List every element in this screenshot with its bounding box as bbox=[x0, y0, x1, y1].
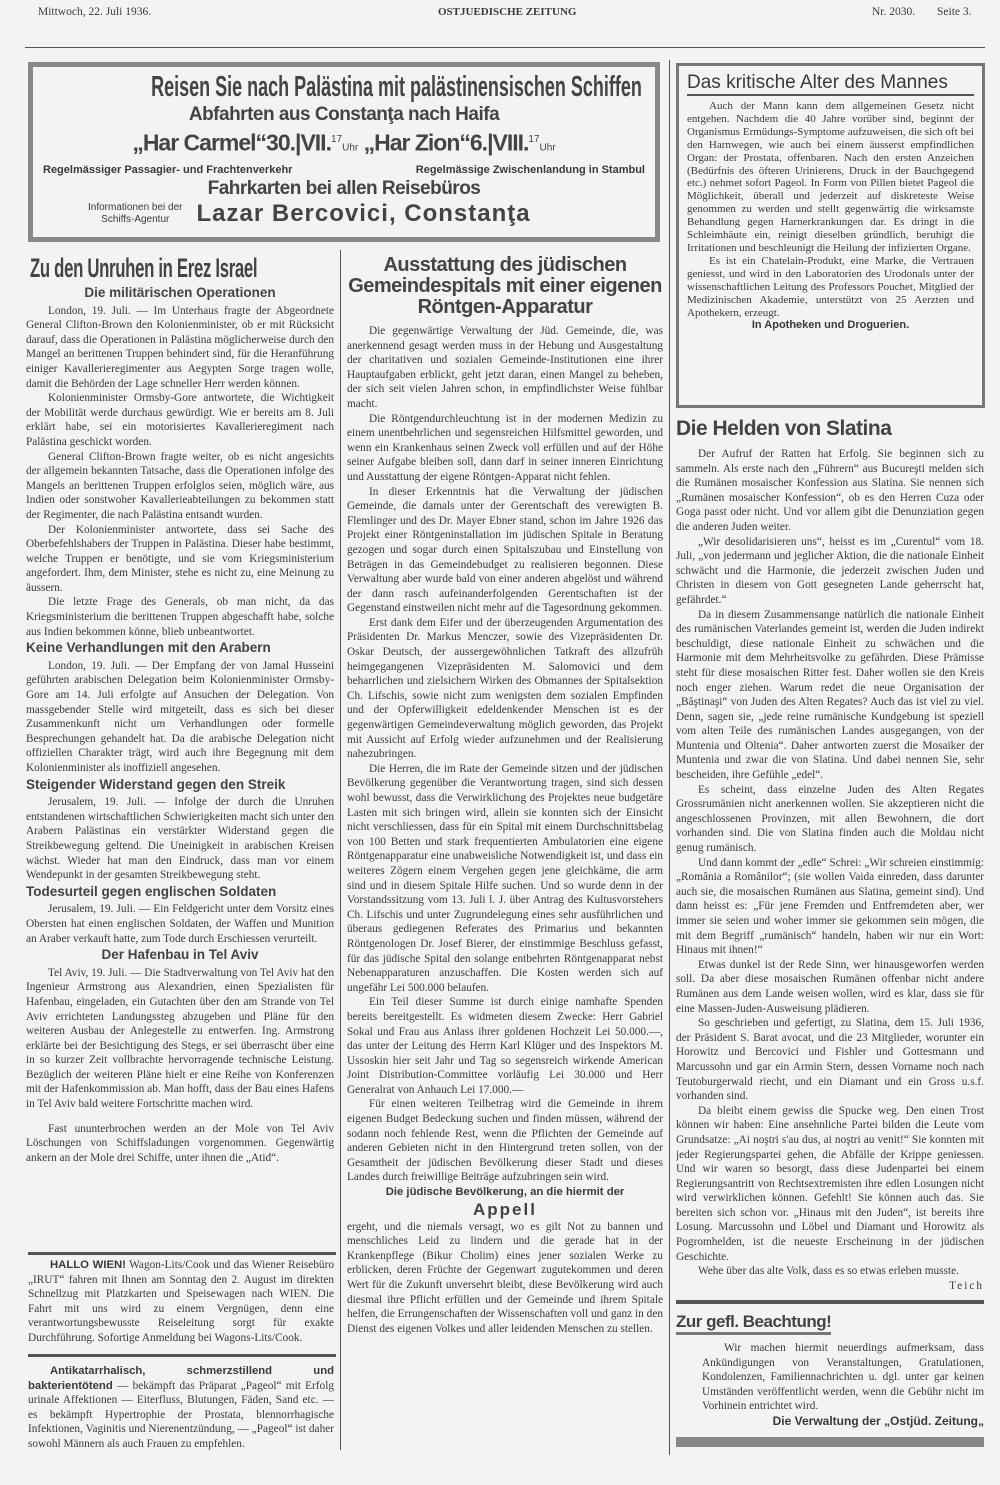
subheadline: Der Hafenbau in Tel Aviv bbox=[101, 947, 259, 963]
page-number: Seite 3. bbox=[937, 6, 972, 18]
ad-footer: In Apotheken und Droguerien. bbox=[751, 319, 910, 332]
ad-hallo-wien bbox=[28, 1258, 334, 1346]
ship1-unit: Uhr bbox=[342, 142, 359, 154]
paragraph: London, 19. Juli. — Der Empfang der von Jamal Husseini geführten arabischen Delegation beim Kolonienminister Ormsby-Gore am 14. Juli erfolgte auf Ansuchen der Delegation. Von massgebender Stelle wird mitgeteilt, dass es sich bei dieser Zusammenkunft nicht um Verhandlungen oder formelle Besprechungen gehandelt hat. Da die arabische Delegation nicht offiziellen Charakter trägt, wird auch ihre Begegnung mit dem Kolonienminister als inoffiziell angesehen. bbox=[26, 659, 334, 774]
notice-beachtung bbox=[676, 1312, 984, 1447]
paragraph: Die Herren, die im Rate der Gemeinde sitzen und der jüdischen Bevölkerung gegenüber die Verantwortung tragen, sind sich dessen wohl bewusst, dass die Verwirklichung des Projektes neue budgetäre Lasten mit sich bringen wird, allein sie konnten sich der Einsicht nicht verschliessen, dass für ein Spital mit einem Durchschnittsbelag von 100 Betten und stark frequentierten Ambulatorien eine eigene Röntgenapparatur eine unabweisliche Notwendigkeit ist, und dass ein weiteres Zögern einem Vergehen gegen jene gleichkäme, die arm sind und in diesem Spitale Hilfe suchen. Und so wurde denn in der Vorstandssitzung vom 13. Juli l. J. über Antrag des Kultusvorstehers Ch. Lifschis und unter Zugrundelegung eines sehr ausführlichen und überaus gediegenen Referates des Primarius und bekannten Röntgenologen Dr. Josef Bierer, der einstimmige Beschluss gefasst, für das jüdische Spital den solange entbehrten Röntgenapparat nebst Nebenapparaturen anzuschaffen. Die Kosten werden sich auf ungefähr Lei 500.000 belaufen. bbox=[347, 762, 663, 994]
notice-signature: Die Verwaltung der „Ostjüd. Zeitung„ bbox=[772, 1413, 984, 1428]
paragraph: Wehe über das alte Volk, dass es so etwas erleben musste. bbox=[698, 1265, 959, 1278]
headline: Ausstattung des jüdischen Gemeindespitals mit einer eigenen Röntgen-Apparatur bbox=[348, 255, 662, 318]
ship-ad-frame bbox=[28, 62, 660, 242]
issue-date: Mittwoch, 22. Juli 1936. bbox=[38, 6, 152, 18]
paragraph: Die letzte Frage des Generals, ob man nicht, da das Kriegsministerium die berittenen Truppen abgeschafft habe, solche aus Indien bekommen könne, blieb unbeantwortet. bbox=[26, 596, 334, 638]
paper-name: OSTJUEDISCHE ZEITUNG bbox=[438, 6, 577, 18]
paragraph: Tel Aviv, 19. Juli. — Die Stadtverwaltung von Tel Aviv hat den Ingenieur Armstrong aus Alexandrien, einen Spezialisten für Hafenbau, eingeladen, ein Gutachten über den am Strande von Tel Aviv errichteten Landungssteg abzugeben und Pläne für den weiteren Ausbau der Anlegestelle zu entwerfen. Ing. Armstrong erklärte bei der Besichtigung des Stegs, er sei überrascht über eine in so kurzer Zeit vollbrachte hervorragende technische Leistung. Bezüglich der weiteren Pläne hielt er eine Reihe von Konferenzen mit der Hafenkommission ab. Man hofft, dass der Bau eines Hafens in Tel Aviv bald weitere Fortschritte machen wird. bbox=[26, 966, 334, 1111]
paragraph: Der Kolonienminister antwortete, dass sei Sache des Oberbefehlshabers der Truppen in Palästina. Dieser habe bestimmt, welche Truppen er benötigte, und sie vom Kriegsministerium angefordert. Ihm, dem Minister, stehe es nicht zu, eine Meinung zu äussern. bbox=[26, 523, 334, 594]
paragraph: Ein Teil dieser Summe ist durch einige namhafte Spenden bereits bereitgestellt. Es widmeten diesem Zwecke: Herr Gabriel Sokal und Frau aus Anlass ihrer goldenen Hochzeit Lei 50.000.—, das unter der Leitung des Herrn Karl Klüger und des Inspektors M. Ussoskin hier seit Jahr und Tag so segensreich wirkende American Joint Distribution-Committee vorläufig Lei 30.000 und Herr Generalrat von Anhauch Lei 17.000.— bbox=[347, 996, 663, 1096]
paragraph: „Wir desolidarisieren uns“, heisst es im „Curentul“ vom 18. Juli, „von jedermann und jeglicher Aktion, die die nationale Einheit schwächt und die Harmonie, die jederzeit zwischen Juden und Christen in diesem von Gott gesegneten Lande geherrscht hat, gefährdet.“ bbox=[676, 535, 984, 606]
article-helden-von-slatina bbox=[676, 416, 984, 1296]
article-unruhen-erez-israel bbox=[26, 252, 334, 1242]
divider bbox=[676, 1300, 984, 1304]
paragraph: ergeht, und die niemals versagt, wo es gilt Not zu bannen und menschliches Leid zu lindern und die gerade hat in der Krankenpflege (Bikur Cholim) eines jener sozialen Werke zu erblicken, deren Früchte der Gegenwart zugutekommen und deren Wert für die Zukunft unversehrt bleibt, diese Bevölkerung wird auch diesmal ihre Pflicht erfüllen und der Gemeinde und ihrem Spitale helfen, die Errungenschaften der Wissenschaften voll und ganz in den Dienst des eigenen Volkes und aller leidenden Menschen zu stellen. bbox=[347, 1220, 663, 1335]
ad-text: — bekämpft das Präparat „Pageol“ mit Erfolg urinale Affektionen — Eiterfluss, Blutungen, Fäden, Sand etc. — es bekämpft Hypertrophie der Prostata, blennorrhagische Infektionen, Vaginitis und Nierenentzündung, — „Pageol“ ist daher sowohl Männern als auch Frauen zu empfehlen. bbox=[28, 1379, 334, 1450]
ad-lead: Antikatarrhalisch, schmerzstillend und bakterientötend bbox=[28, 1365, 334, 1392]
column-rule bbox=[669, 60, 670, 1455]
ad-kritische-alter bbox=[676, 63, 985, 408]
paragraph: Etwas dunkel ist der Rede Sinn, wer hinausgeworfen werden soll. Da aber diese mosaischen Rumänen offenbar nicht andere Rumänen aus dem Lande weisen wollen, wird es klar, dass sie für eine Massen-Juden-Ausweisung plädieren. bbox=[676, 958, 984, 1015]
ship-ad-route: Abfahrten aus Constanţa nach Haifa bbox=[188, 104, 500, 125]
ship-ad-headline: Reisen Sie nach Palästina mit palästinensischen Schiffen bbox=[151, 71, 642, 103]
paragraph: In dieser Erkenntnis hat die Verwaltung der jüdischen Gemeinde, die damals unter der Gerentschaft des verewigten B. Flemlinger und des Dr. Mayer Ebner stand, schon im Jahre 1926 das Projekt einer Röntgeninstallation im jüdischen Spitale in Beratung gezogen und sogar durch einen Spitalszubau und Einstellung von Beträgen in das Gemeindebudget zu realisieren begonnen. Diese Verwaltung aber wurde bald von einer anderen abgelöst und während der dann rasch aufeinanderfolgenden Gerentschaften ist der Gegenstand einstweilen nicht mehr auf die Tagesordnung gekommen. bbox=[347, 485, 663, 615]
paragraph: Da bleibt einem gewiss die Spucke weg. Den einen Trost können wir haben: Eine ansehnliche Partei bilden die Leute vom Grundsatze: „Ai noştri s'au dus, ai noştri au venit!“ Sie konnten mit jeder Regierungspartei gehen, die Abfälle der Krippe geniessen. Und wir waren so besorgt, dass diese Judenpartei bei einem Regierungsantritt von Rechtsextremisten ihre edlen Losungen nicht wird verwirklichen können. Gefehlt! Sie können auch das. Sie bereiten sich schon vor. „Hinaus mit den Juden“, ist bereits ihre Losung. Marcussohn und Löbel und Diamant und Horowitz als Pogromhelden, ist die neueste Erscheinung in der jüdischen Geschichte. bbox=[676, 1104, 984, 1263]
paragraph: Jerusalem, 19. Juli. — Ein Feldgericht unter dem Vorsitz eines Obersten hat einen englischen Soldaten, der Waffen und Munition an Araber verkauft hatte, zum Tode durch Erschiessen verurteilt. bbox=[26, 903, 334, 945]
ship2-time: 17 bbox=[528, 134, 540, 145]
ship-ad-service1: Regelmässiger Passagier- und Frachtenverkehr bbox=[43, 163, 293, 176]
article-roentgen-apparatur bbox=[347, 255, 663, 1455]
paragraph: Der Aufruf der Ratten hat Erfolg. Sie beginnen sich zu sammeln. Als erste nach den „Führern“ aus Bucureşti melden sich die Rumänen mosaischer Konfession aus Slatina. Sie nennen sich „Rumänen mosaischer Konfession“, ob es den Herren Cuza oder Goga passt oder nicht. Und vor allem gibt die Denunziation gegen die anderen Juden weiter. bbox=[676, 448, 984, 533]
divider bbox=[676, 1437, 984, 1447]
appeal-intro: Die jüdische Bevölkerung, an die hiermit der bbox=[385, 1186, 625, 1199]
ship-ad-info2: Schiffs-Agentur bbox=[101, 213, 170, 225]
ship-har-carmel: „Har Carmel“30.|VII. bbox=[132, 129, 331, 156]
paragraph: Die gegenwärtige Verwaltung der Jüd. Gemeinde, die, was anerkennend gesagt werden muss in der Hebung und Ausgestaltung der charitativen und sozialen Gemeinde-Institutionen eine ihrer Hauptaufgaben erblickt, geht jetzt daran, einen Mangel zu beheben, der sich seit vielen Jahren schon, in empfindlichster Weise fühlbar macht. bbox=[347, 325, 663, 410]
subheadline: Keine Verhandlungen mit den Arabern bbox=[26, 640, 271, 656]
paragraph: Da in diesem Zusammensange natürlich die nationale Einheit des rumänischen Vaterlandes gemeint ist, werden die Juden indirekt beschuldigt, diese nationale Einheit zu schwächen und die Harmonie mit dem Mehrheitsvolke zu gefährden. Diese Prämisse steht für diese mosaischen Ritter fest. Daher wollen sie den Kreis noch enger ziehen. Warum redet die neue Organisation der „Băştinaşi“ von Juden des Alten Regates? Auch das ist viel zu viel. Denn, sagen sie, „jede reine rumänische Kundgebung ist speziell vom alten Teile des rumänischen Landes ausgegangen, von der Muntenia und Oltenia“. Daher antworten zuerst die Mosaiker der Muntenia und zwar die von Slatina. Und dabei nennen Sie, sehr bescheiden, ihre Gefühle „edel“. bbox=[676, 608, 984, 782]
ad-paragraph: Auch der Mann kann dem allgemeinen Gesetz nicht entgehen. Nachdem die 40 Jahre vorüber sind, beginnt der Organismus Ermüdungs-Symptome aufzuweisen, die sich oft bei den Harnwegen, wie auch bei einem äusserst empfindlichen Organ: der Prostata, offenbaren. Nach den ersten Anzeichen (Bedürfnis des öfteren Urinierens, Druck in der Bauchgegend etc.) nehmet sofort Pageol. In Form von Pillen bietet Pageol die Möglichkeit, überall und jederzeit auf diskreteste Weise genommen zu werden und stellt gegenwärtig die wirksamste Behandlung gegen Harnerkrankungen dar. Es dringt in die Schleimhäute ein, reinigt dieselben gründlich, beruhigt die Irritationen und beschleunigt die Heilung der infizierten Organe. bbox=[687, 100, 974, 254]
notice-text: Wir machen hiermit neuerdings aufmerksam, dass Ankündigungen von Veranstaltungen, Gratulationen, Kondolenzen, Familiennachrichten u. dgl. unter gar keinen Umständen veröffentlicht werden, wenn die Gebühr nicht im Vorhinein entrichtet wird. bbox=[702, 1342, 984, 1413]
subheadline: Todesurteil gegen englischen Soldaten bbox=[26, 883, 277, 899]
ship-har-zion: „Har Zion“6.|VIII. bbox=[363, 129, 529, 156]
issue-number: Nr. 2030. bbox=[872, 6, 916, 18]
paragraph: Und dann kommt der „edle“ Schrei: „Wir schreien einstimmig: „România a Românilor“; (sie wollen Vaida einreden, dass darunter auch sie, die mosaischen Rumänen aus Slatina, gemeint sind). Und dann heisst es: „Für jene Fremden und Entfremdeten aber, wer immer sie seien und woher immer sie gekommen sein mögen, die mit dem Begriff „rumänisch“ handeln, haben wir nur ein Wort: Hinaus mit ihnen!“ bbox=[676, 856, 984, 957]
column-rule bbox=[340, 250, 341, 1450]
subheadline: Steigender Widerstand gegen den Streik bbox=[26, 776, 286, 792]
paragraph: General Clifton-Brown fragte weiter, ob es nicht angesichts der allgemein bekannten Tatsache, dass die Operationen infolge des Mangels an berittenen Truppen erfolglos seien, möglich wäre, aus Indien oder sonstwoher Kavallerieabteilungen zu bekommen statt der Regimenter, die nach Palästina entsandt wurden. bbox=[26, 450, 334, 521]
signature: Teich bbox=[949, 1279, 984, 1292]
appeal-word: Appell bbox=[473, 1199, 537, 1219]
headline: Die Helden von Slatina bbox=[676, 417, 892, 440]
divider bbox=[28, 1354, 336, 1357]
paragraph: Kolonienminister Ormsby-Gore antwortete, die Wichtigkeit der Mobilität werde durchaus gewürdigt. Wie er bereits am 8. Juli erklärt habe, sei ein motorisiertes Kavallerieregiment nach Palästina geschickt worden. bbox=[26, 392, 334, 448]
paragraph: Die Röntgendurchleuchtung ist in der modernen Medizin zu einem unentbehrlichen und segensreichen Hilfsmittel geworden, und wenn ein Krankenhaus seinen Zweck voll erfüllen und auf der Höhe seiner Aufgabe bleiben soll, dann darf in seiner inneren Einrichtung und Ausstattung der eigene Röntgen-Apparat nicht fehlen. bbox=[347, 412, 663, 483]
ship2-unit: Uhr bbox=[539, 142, 556, 154]
ship-ad-tickets: Fahrkarten bei allen Reisebüros bbox=[207, 177, 481, 199]
ship-ad-sailings bbox=[33, 126, 655, 163]
ship1-time: 17 bbox=[330, 134, 343, 145]
ad-pageol bbox=[28, 1364, 334, 1459]
headline: Zu den Unruhen in Erez Israel bbox=[30, 253, 258, 283]
masthead-rule bbox=[25, 47, 985, 48]
subheadline: Die militärischen Operationen bbox=[84, 285, 276, 300]
ad-lead: HALLO WIEN! bbox=[50, 1259, 126, 1271]
notice-title: Zur gefl. Beachtung! bbox=[676, 1312, 831, 1335]
paragraph: London, 19. Juli. — Im Unterhaus fragte der Abgeordnete General Clifton-Brown den Kolonienminister, ob er mit Rücksicht darauf, dass die Operationen in Palästina möglicherweise durch den Mangel an berittenen Truppen behindert sind, für die Heranführung einiger Kavallerieregimenter aus Aegypten Sorge tragen wolle, damit die Behörden der Lage schneller Herr werden können. bbox=[26, 304, 334, 390]
paragraph: Für einen weiteren Teilbetrag wird die Gemeinde in ihrem eigenen Budget Bedeckung suchen und finden müssen, während der sodann noch fehlende Rest, wenn die Pflichten der Gemeinde auf anderen Gebieten nicht in den Hintergrund treten sollen, von der Gesamtheit der jüdischen Bevölkerung dieser Stadt und dieses Landes durch freiwillige Beiträge aufzubringen sein wird. bbox=[347, 1098, 663, 1184]
paragraph: Es scheint, dass einzelne Juden des Alten Regates Grossrumänien nicht anerkennen wollen. Sie akzeptieren nicht die angeschlossenen Provinzen, mit allen Bewohnern, die dort vorhanden sind. Die von Slatina finden auch die Moldau nicht genug rumänisch. bbox=[676, 783, 984, 855]
paragraph: Fast ununterbrochen werden an der Mole von Tel Aviv Löschungen von Schiffsladungen vorgenommen. Gegenwärtig ankern an der Mole drei Schiffe, unter ihnen die „Atid“. bbox=[26, 1122, 334, 1164]
ad-title: Das kritische Alter des Mannes bbox=[687, 71, 974, 96]
divider bbox=[28, 1252, 336, 1255]
paragraph: Jerusalem, 19. Juli. — Infolge der durch die Unruhen entstandenen wirtschaftlichen Schwierigkeiten macht sich unter den Arabern Palästinas ein verstärkter Widerstand gegen die Streikbewegung geltend. Die Uneinigkeit in arabischen Kreisen wächst. Wieder hat man den Eindruck, dass man vor einem Wendepunkt in der gesamten Streikbewegung steht. bbox=[26, 796, 334, 882]
paragraph: So geschrieben und gefertigt, zu Slatina, dem 15. Juli 1936, der Präsident S. Barat avocat, und die 23 Mitglieder, worunter ein Horowitz und Bercovici und Fishler und Gottesmann und Marcussohn und gar ein Armin Stern, dessen Vorname noch nach Teutoburgerwald riecht, und ein Diamant und ein Gross u.s.f. vorhanden sind. bbox=[676, 1017, 984, 1103]
ad-paragraph: Es ist ein Chatelain-Produkt, eine Marke, die Vertrauen geniesst, und wird in den Laboratorien des Urodonals unter der wissenschaftlichen Leitung des Professors Pouchet, Mitglied der Medizinischen Akademie, unterstützt von 25 Aerzten und Apothekern, erzeugt. bbox=[687, 254, 974, 319]
ship-ad-info1: Informationen bei der bbox=[88, 201, 183, 213]
paragraph: Erst dank dem Eifer und der überzeugenden Argumentation des Präsidenten Dr. Markus Menczer, sowie des Vizepräsidenten Dr. Oskar Deutsch, der aussergewöhnlichen Tatkraft des allzufrüh heimgegangenen Vizepräsidenten M. Salomovici und dem beharrlichen und zielsichern Wirken des Obmannes der Spitalsektion Ch. Lifschis, sowie nicht zum wenigsten dem sozialen Empfinden und der Opferwilligkeit edeldenkender Menschen ist es der gegenwärtigen Gemeindeverwaltung möglich geworden, das Projekt mit Aussicht auf Erfolg wieder aufzunehmen und der Realisierung nahezubringen. bbox=[347, 616, 663, 761]
ad-text: Wagon-Lits/Cook und das Wiener Reisebüro „IRUT“ fahren mit Ihnen am Sonntag den 2. August im direkten Schnellzug mit Platzkarten und Speisewagen nach WIEN. Die Fahrt mit uns wird zu einem Vergnügen, denn eine verantwortungsbewusste Reiseleitung sorgt für exakte Durchführung. Sofortige Anmeldung bei Wagons-Lits/Cook. bbox=[28, 1259, 334, 1344]
ship-ad-agent: Lazar Bercovici, Constanţa bbox=[196, 199, 531, 227]
ship-ad-service2: Regelmässige Zwischenlandung in Stambul bbox=[415, 163, 645, 176]
